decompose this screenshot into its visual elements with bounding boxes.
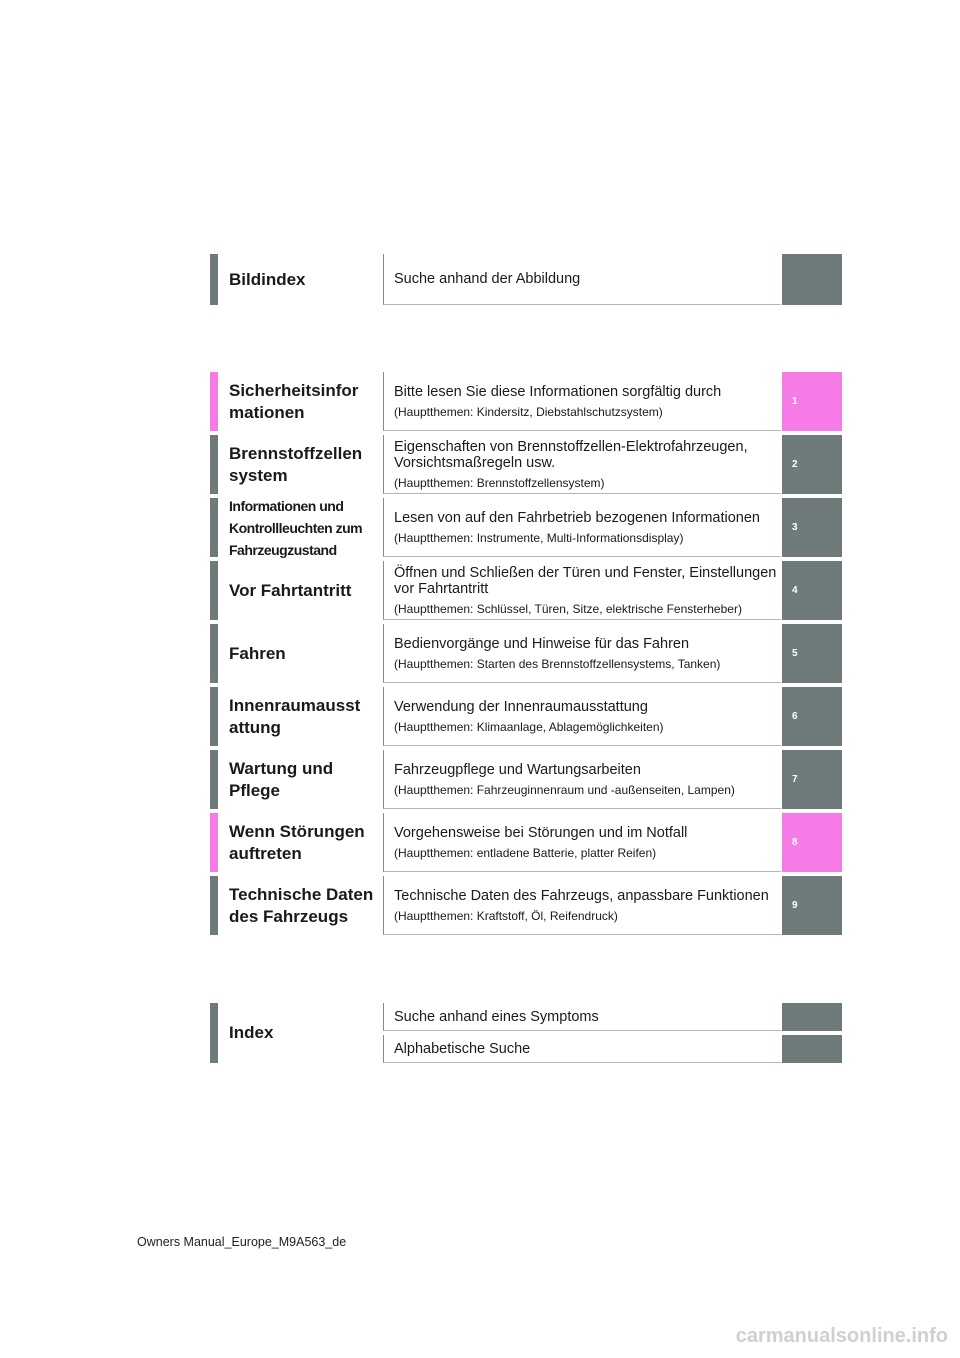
index-alphabetical-link[interactable]: Alphabetische Suche — [383, 1035, 781, 1063]
chapter-tab[interactable]: 8 — [782, 813, 842, 872]
chapter-sub-text: (Hauptthemen: Klimaanlage, Ablagemöglichkeiten) — [394, 719, 664, 734]
index-alphabetical-tab[interactable] — [782, 1035, 842, 1063]
chapter-tab[interactable]: 4 — [782, 561, 842, 620]
chapter-row-4[interactable] — [210, 561, 842, 620]
chapter-description — [383, 498, 781, 557]
chapter-bar — [210, 561, 218, 620]
chapter-title: Technische Daten des Fahrzeugs — [229, 884, 374, 926]
chapter-main-text: Öffnen und Schließen der Türen und Fenster, Einstellungen vor Fahrtantritt — [394, 564, 777, 597]
chapter-tab[interactable]: 2 — [782, 435, 842, 494]
chapter-description — [383, 561, 781, 620]
chapter-main-text: Fahrzeugpflege und Wartungsarbeiten — [394, 761, 641, 778]
chapter-sub-text: (Hauptthemen: entladene Batterie, platter Reifen) — [394, 845, 657, 860]
chapter-sub-text: (Hauptthemen: Schlüssel, Türen, Sitze, elektrische Fensterheber) — [394, 601, 742, 616]
chapter-main-text: Vorgehensweise bei Störungen und im Notfall — [394, 824, 688, 841]
chapter-bar — [210, 687, 218, 746]
chapter-bar — [210, 372, 218, 431]
chapter-sub-text: (Hauptthemen: Kindersitz, Diebstahlschutzsystem) — [394, 404, 663, 419]
chapter-row-7[interactable] — [210, 750, 842, 809]
chapter-title: Wenn Störungen auftreten — [229, 821, 365, 863]
section-index — [210, 1003, 842, 1063]
chapter-description — [383, 876, 781, 935]
chapter-row-6[interactable] — [210, 687, 842, 746]
section-title: Index — [229, 1023, 274, 1042]
index-symptom-link[interactable]: Suche anhand eines Symptoms — [383, 1003, 781, 1031]
chapter-sub-text: (Hauptthemen: Starten des Brennstoffzellensystems, Tanken) — [394, 656, 721, 671]
section-main-text: Suche anhand der Abbildung — [394, 271, 581, 287]
chapter-tab[interactable]: 9 — [782, 876, 842, 935]
chapter-bar — [210, 624, 218, 683]
chapter-row-3[interactable] — [210, 498, 842, 557]
section-tab[interactable] — [782, 254, 842, 305]
chapter-title: Sicherheitsinfor mationen — [229, 380, 359, 422]
chapter-tab[interactable]: 3 — [782, 498, 842, 557]
section-bar — [210, 1003, 218, 1063]
chapter-tab[interactable]: 7 — [782, 750, 842, 809]
chapter-tab[interactable]: 5 — [782, 624, 842, 683]
chapter-main-text: Lesen von auf den Fahrbetrieb bezogenen Informationen — [394, 509, 760, 526]
chapter-tab[interactable]: 6 — [782, 687, 842, 746]
chapter-title: Wartung und Pflege — [229, 758, 334, 800]
chapter-bar — [210, 813, 218, 872]
chapter-title: Informationen und Kontrollleuchten zum Fahrzeugzustand — [229, 497, 363, 558]
footer-document-id: Owners Manual_Europe_M9A563_de — [137, 1235, 347, 1249]
chapter-bar — [210, 498, 218, 557]
chapter-row-8[interactable] — [210, 813, 842, 872]
chapter-main-text: Technische Daten des Fahrzeugs, anpassbare Funktionen — [394, 887, 769, 904]
chapter-row-1[interactable] — [210, 372, 842, 431]
chapter-main-text: Verwendung der Innenraumausstattung — [394, 698, 648, 715]
chapter-description — [383, 435, 781, 494]
chapter-sub-text: (Hauptthemen: Kraftstoff, Öl, Reifendruck) — [394, 908, 618, 923]
chapter-title: Brennstoffzellen system — [229, 443, 363, 485]
chapter-main-text: Bedienvorgänge und Hinweise für das Fahren — [394, 635, 690, 652]
chapter-sub-text: (Hauptthemen: Fahrzeuginnenraum und -außenseiten, Lampen) — [394, 782, 735, 797]
index-symptom-tab[interactable] — [782, 1003, 842, 1031]
chapter-row-2[interactable] — [210, 435, 842, 494]
watermark: carmanualsonline.info — [735, 1325, 948, 1347]
chapter-title: Innenraumausst attung — [229, 695, 361, 737]
chapter-description — [383, 372, 781, 431]
section-description — [383, 254, 781, 305]
chapter-sub-text: (Hauptthemen: Brennstoffzellensystem) — [394, 475, 605, 490]
chapter-sub-text: (Hauptthemen: Instrumente, Multi-Informationsdisplay) — [394, 530, 684, 545]
chapter-row-9[interactable] — [210, 876, 842, 935]
chapter-bar — [210, 876, 218, 935]
chapter-title: Vor Fahrtantritt — [229, 580, 352, 600]
section-bar — [210, 254, 218, 305]
chapter-main-text: Bitte lesen Sie diese Informationen sorgfältig durch — [394, 383, 722, 400]
section-bildindex[interactable] — [210, 254, 842, 305]
chapter-description — [383, 813, 781, 872]
chapter-tab[interactable]: 1 — [782, 372, 842, 431]
chapter-description — [383, 624, 781, 683]
chapter-main-text: Eigenschaften von Brennstoffzellen-Elektrofahrzeugen, Vorsichtsmaßregeln usw. — [394, 438, 748, 471]
chapter-description — [383, 687, 781, 746]
chapter-description — [383, 750, 781, 809]
chapter-row-5[interactable] — [210, 624, 842, 683]
chapter-title: Fahren — [229, 643, 286, 663]
chapter-bar — [210, 750, 218, 809]
chapter-bar — [210, 435, 218, 494]
section-title: Bildindex — [229, 269, 306, 289]
